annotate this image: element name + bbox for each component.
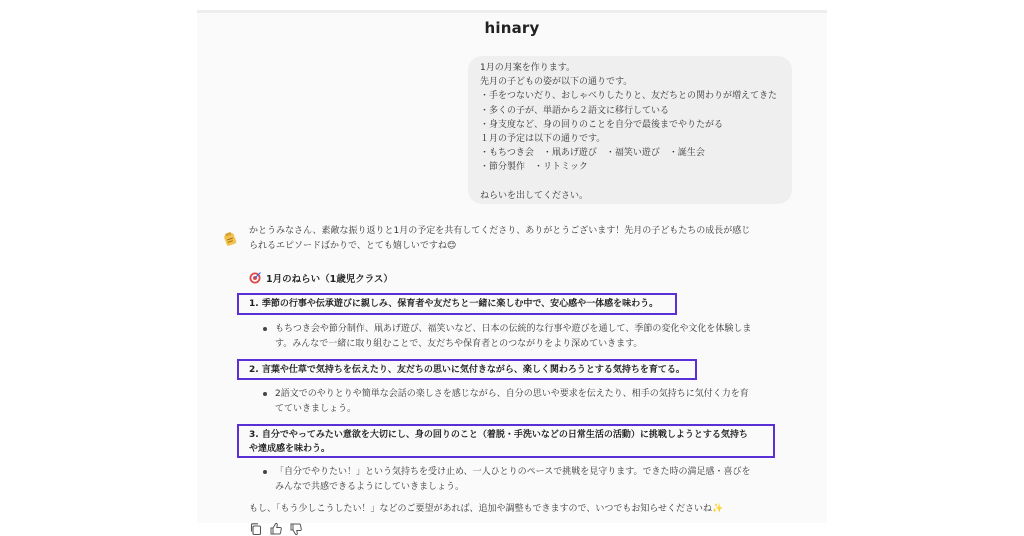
user-message-line: ・手をつないだり、おしゃべりしたりと、友だちとの関わりが増えてきた — [480, 91, 778, 102]
user-message-line: 先月の子どもの姿が以下の通りです。 — [480, 77, 633, 88]
user-message-line: ねらいを出してください。 — [480, 190, 589, 201]
user-message-line: ・節分製作 ・リトミック — [480, 162, 588, 173]
goal-detail-line: もちつき会や節分制作、凧あげ遊び、福笑いなど、日本の伝統的な行事や遊びを通して、季節の変化や文化を体験しま — [275, 324, 752, 334]
goal-title: 1. 季節の行事や伝承遊びに親しみ、保育者や友だちと一緒に楽しむ中で、安心感や一体感を味わう。 — [249, 299, 659, 309]
user-message-bubble — [468, 56, 792, 204]
assistant-avatar-icon — [222, 231, 238, 247]
user-message-line — [480, 175, 780, 189]
bullet-dot — [263, 470, 267, 474]
goals-heading — [249, 270, 774, 286]
app-brand: hinary — [484, 19, 540, 37]
intro-line: かとうみなさん、素敵な振り返りと1月の予定を共有してくださり、ありがとうございます！先月の子どもたちの成長が感じ — [249, 226, 751, 236]
goal-1-detail — [249, 322, 774, 352]
target-icon — [249, 272, 261, 284]
goals-heading-text: 1月のねらい（1歳児クラス） — [266, 274, 393, 285]
user-message-line: ・多くの子が、単語から２語文に移行している — [480, 105, 670, 116]
assistant-message — [249, 224, 774, 536]
goal-3-detail — [249, 465, 774, 495]
message-actions — [249, 522, 774, 536]
goal-detail-line: 「自分でやりたい！」という気持ちを受け止め、一人ひとりのペースで挑戦を見守ります。できた時の満足感・喜びを — [275, 467, 751, 477]
goal-title: 2. 言葉や仕草で気持ちを伝えたり、友だちの思いに気付きながら、楽しく関わろうとする気持ちを育てる。 — [249, 365, 685, 375]
user-message-line: ・もちつき会 ・凧あげ遊び ・福笑い遊び ・誕生会 — [480, 148, 705, 159]
chat-window — [197, 13, 827, 523]
intro-line: られるエピソードばかりで、とても嬉しいですね😊 — [249, 241, 457, 251]
goal-detail-line: 2語文でのやりとりや簡単な会話の楽しさを感じながら、自分の思いや要求を伝えたり、相手の気持ちに気付く力を育 — [275, 389, 749, 399]
goal-3-highlight — [237, 424, 775, 458]
goal-1-highlight — [237, 293, 677, 315]
thumbs-down-icon[interactable] — [289, 522, 303, 536]
goal-2-highlight — [237, 359, 697, 380]
thumbs-up-icon[interactable] — [269, 522, 283, 536]
bullet-dot — [263, 327, 267, 331]
copy-icon[interactable] — [249, 522, 263, 536]
goal-detail-line: てていきましょう。 — [275, 404, 357, 414]
goal-detail-line: みんなで共感できるようにしていきましょう。 — [275, 482, 465, 492]
closing-text: もし、「もう少しこうしたい！」などのご要望があれば、追加や調整もできますので、いつでもお知らせくださいね✨ — [249, 504, 724, 514]
assistant-intro — [249, 224, 774, 254]
goal-detail-line: す。みんなで一緒に取り組むことで、友だちや保育者とのつながりをより深めていきます。 — [275, 339, 643, 349]
user-message-line: 1月の月案を作ります。 — [480, 63, 576, 73]
user-message-line: ・身支度など、身の回りのことを自分で最後までやりたがる — [480, 119, 724, 130]
goal-title: 3. 自分でやってみたい意欲を大切にし、身の回りのこと（着脱・手洗いなどの日常生活の活動）に挑戦しようとする気持ち — [249, 430, 748, 440]
goal-2-detail — [249, 387, 774, 417]
user-message-line: １月の予定は以下の通りです。 — [480, 133, 606, 144]
bullet-dot — [263, 392, 267, 396]
goal-title: や達成感を味わう。 — [249, 444, 331, 454]
